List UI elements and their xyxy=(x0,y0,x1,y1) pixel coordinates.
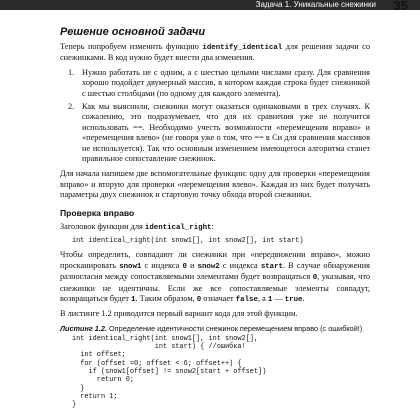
page-content xyxy=(60,24,370,415)
listing-caption-text: Определение идентичности снежинок перемещением вправо (с ошибкой!) xyxy=(106,323,363,333)
list-item-text: Нужно работать не с одним, а с шестью целыми числами сразу. Для сравнения хорошо подойдет двумерный массив, в котором каждая строка будет снежинкой с шестью столбцами (по одному для каждого элемента). xyxy=(82,67,370,98)
intro-paragraph xyxy=(60,42,370,64)
header-intro-paragraph xyxy=(60,222,370,233)
page-number: 35 xyxy=(393,0,408,13)
chapter-title: Задача 1. Уникальные снежинки xyxy=(255,0,376,9)
list-item-text: Как мы выяснили, снежинки могут оказаться одинаковыми в трех случаях. К сожалению, это подразумевает, что для их сравнения уже не получится использовать ==. Необходимо учесть возможности «перемещения вправо» и «перемещения влево» (не говоря уже о том, что == в Си для сравнения массивов не используется). Так что основным изменением имеющегося алгоритма станет правильное сопоставление снежинок. xyxy=(82,102,370,164)
listing-reference-paragraph: В листинге 1.2 приводится первый вариант кода для этой функции. xyxy=(60,309,298,319)
inline-code: start xyxy=(260,262,283,271)
inline-code: 0 xyxy=(312,274,318,283)
text-run: . Таким образом, xyxy=(135,294,197,304)
text-run: означает xyxy=(201,294,236,304)
inline-code: 0 xyxy=(182,262,187,271)
listing-label: Листинг 1.2. xyxy=(60,323,107,333)
intro-text: Теперь попробуем изменить функцию xyxy=(60,42,203,51)
text-run: с индекса xyxy=(141,260,183,270)
numbered-list xyxy=(60,68,370,165)
text-run: , указывая, что снежинки не идентичны. Если же все сопоставляемые элементы совпадут, возвращаться будет xyxy=(60,272,371,304)
subsection-title: Проверка вправо xyxy=(60,207,135,218)
running-header xyxy=(0,0,420,10)
inline-code: snow1 xyxy=(119,262,142,271)
text-run: . xyxy=(302,294,305,304)
inline-code: 0 xyxy=(196,296,202,305)
inline-code: snow2 xyxy=(197,262,220,271)
list-item-number: 2. xyxy=(68,102,75,112)
text-run: с индекса xyxy=(219,260,261,270)
list-item xyxy=(60,102,370,164)
helper-functions-paragraph: Для начала напишем две вспомогательные функции: одну для проверки «перемещения вправо» и вторую для проверки «перемещения влево». Каждая из них будет получать параметры двух снежинок и стартовую точку обхода второй снежинки. xyxy=(60,169,370,200)
inline-code: false xyxy=(235,296,258,305)
inline-code: 1 xyxy=(131,296,136,305)
text-run: . В случае обнаружения разногласия между сопоставляемыми элементами будет возвращаться xyxy=(60,260,371,282)
text-run: Чтобы определить, совпадают ли снежинки при «передвижении вправо», можно просканировать xyxy=(60,250,370,270)
explanation-paragraph xyxy=(60,250,370,305)
function-name-code: identical_right xyxy=(144,223,212,232)
intro-text-end: для решения задачи со снежинками. В код нужно будет внести два изменения. xyxy=(60,42,370,63)
section-title: Решение основной задачи xyxy=(60,26,206,38)
function-name-code: identify_identical xyxy=(202,44,283,52)
text-run: — xyxy=(272,294,285,304)
text-run: и xyxy=(186,260,198,270)
listing-code: int identical_right(int snow1[], int snow2[], int start) { //ошибка! int offset; for (offset =0; offset < 6; offset++) { if (snow1[offset] != snow2[start + offset]) return 0; } return 1; } xyxy=(72,334,267,410)
function-header-code: int identical_right(int snow1[], int snow2[], int start) xyxy=(72,237,304,246)
text-run: , а xyxy=(257,294,268,304)
header-intro-text: Заголовок функции для xyxy=(60,221,145,231)
inline-code: true xyxy=(284,296,303,305)
listing-caption xyxy=(60,324,370,333)
inline-code: 1 xyxy=(267,296,273,305)
list-item-number: 1. xyxy=(68,67,75,77)
header-intro-colon: : xyxy=(211,221,214,231)
list-item xyxy=(60,68,370,99)
